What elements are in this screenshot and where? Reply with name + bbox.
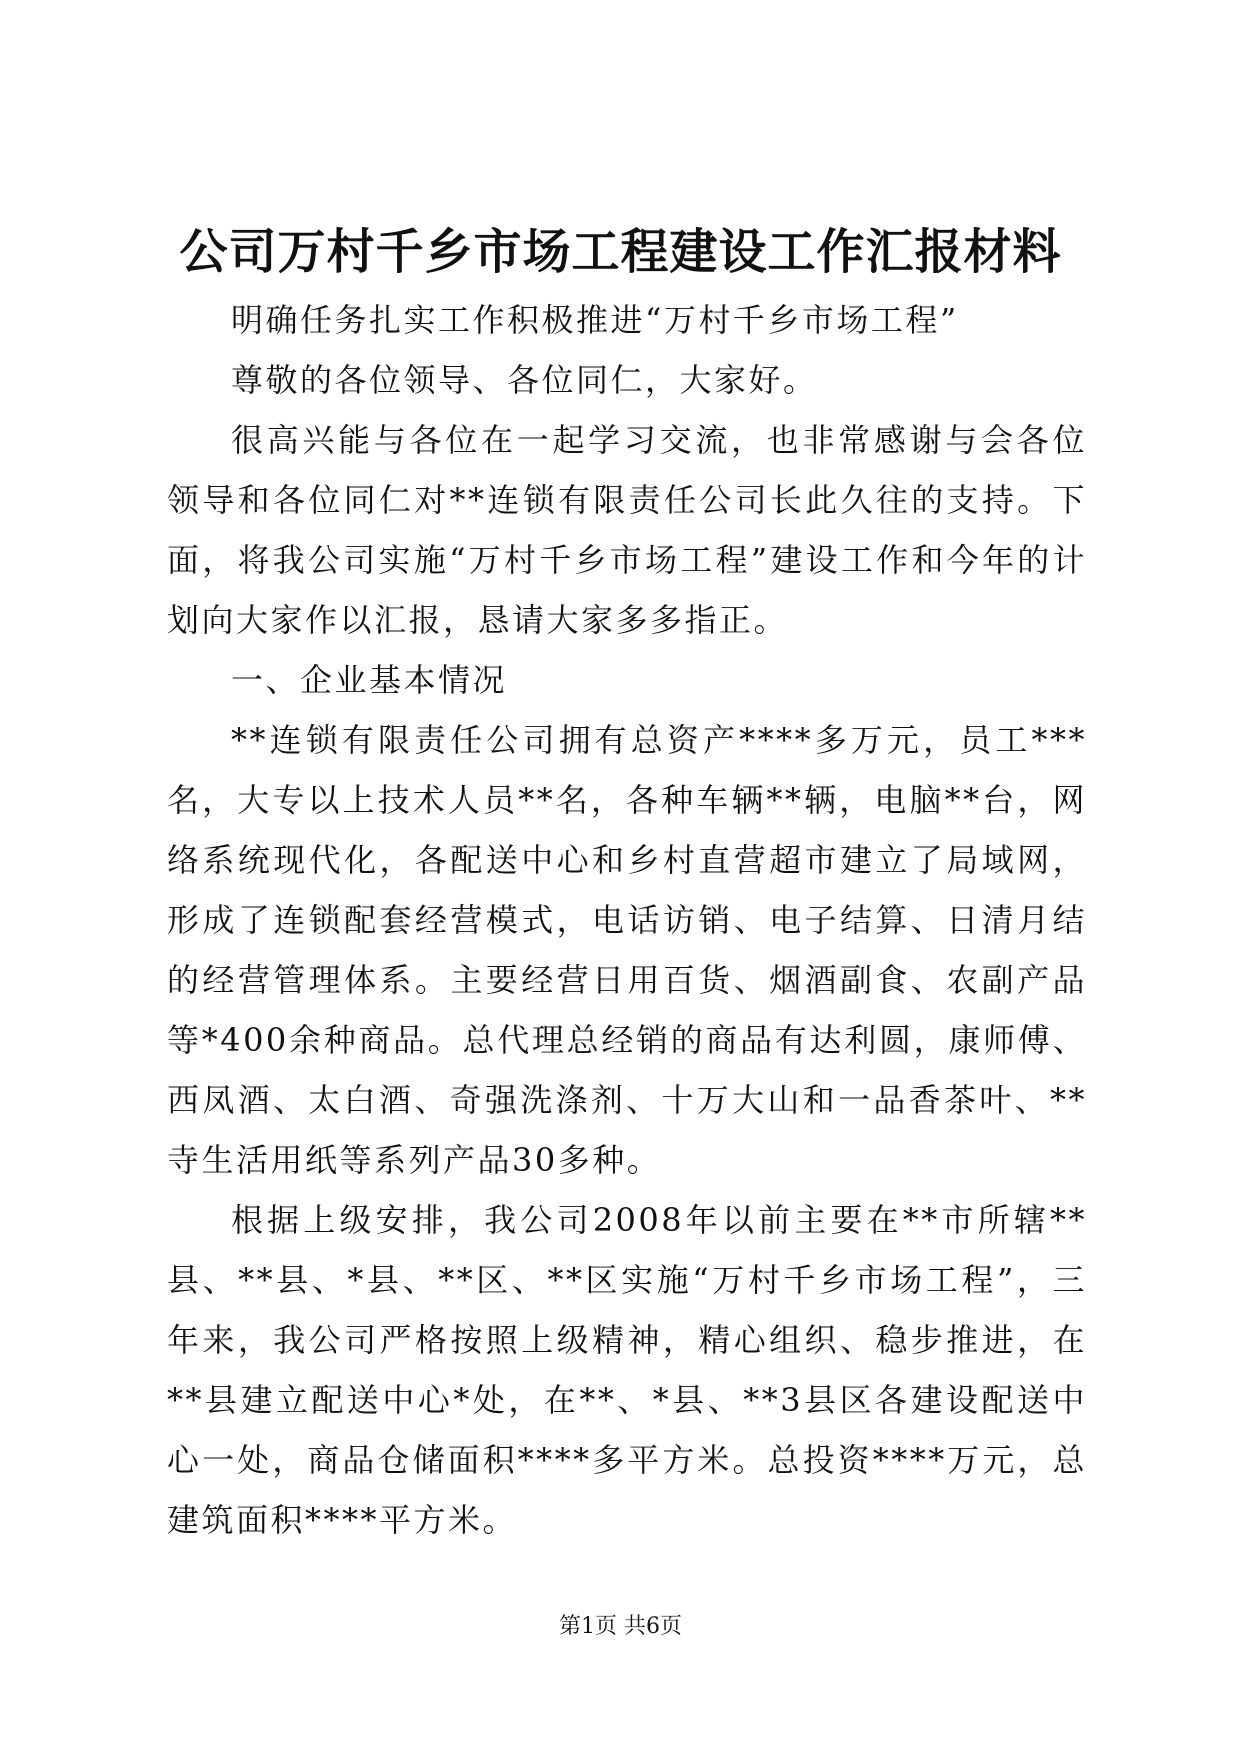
document-body bbox=[167, 290, 1087, 1550]
paragraph-implementation: 根据上级安排，我公司2008年以前主要在**市所辖**县、**县、*县、**区、**区实施“万村千乡市场工程”，三年来，我公司严格按照上级精神，精心组织、稳步推进，在**县建立配送中心*处，在**、*县、**3县区各建设配送中心一处，商品仓储面积****多平方米。总投资****万元，总建筑面积****平方米。 bbox=[167, 1201, 1087, 1539]
section-heading: 一、企业基本情况 bbox=[231, 661, 508, 699]
paragraph-company-overview: **连锁有限责任公司拥有总资产****多万元，员工***名，大专以上技术人员**名，各种车辆**辆，电脑**台，网络系统现代化，各配送中心和乡村直营超市建立了局域网，形成了连锁配套经营模式，电话访销、电子结算、日清月结的经营管理体系。主要经营日用百货、烟酒副食、农副产品等*400余种商品。总代理总经销的商品有达利圆，康师傅、西凤酒、太白酒、奇强洗涤剂、十万大山和一品香茶叶、**寺生活用纸等系列产品30多种。 bbox=[167, 721, 1087, 1179]
page-number-footer: 第1页 共6页 bbox=[559, 1614, 682, 1639]
paragraph-subtitle: 明确任务扎实工作积极推进“万村千乡市场工程” bbox=[231, 301, 959, 339]
paragraph-introduction: 很高兴能与各位在一起学习交流，也非常感谢与会各位领导和各位同仁对**连锁有限责任公司长此久往的支持。下面，将我公司实施“万村千乡市场工程”建设工作和今年的计划向大家作以汇报，恳请大家多多指正。 bbox=[167, 421, 1087, 639]
paragraph-greeting: 尊敬的各位领导、各位同仁，大家好。 bbox=[231, 361, 818, 399]
document-title: 公司万村千乡市场工程建设工作汇报材料 bbox=[179, 224, 1062, 280]
